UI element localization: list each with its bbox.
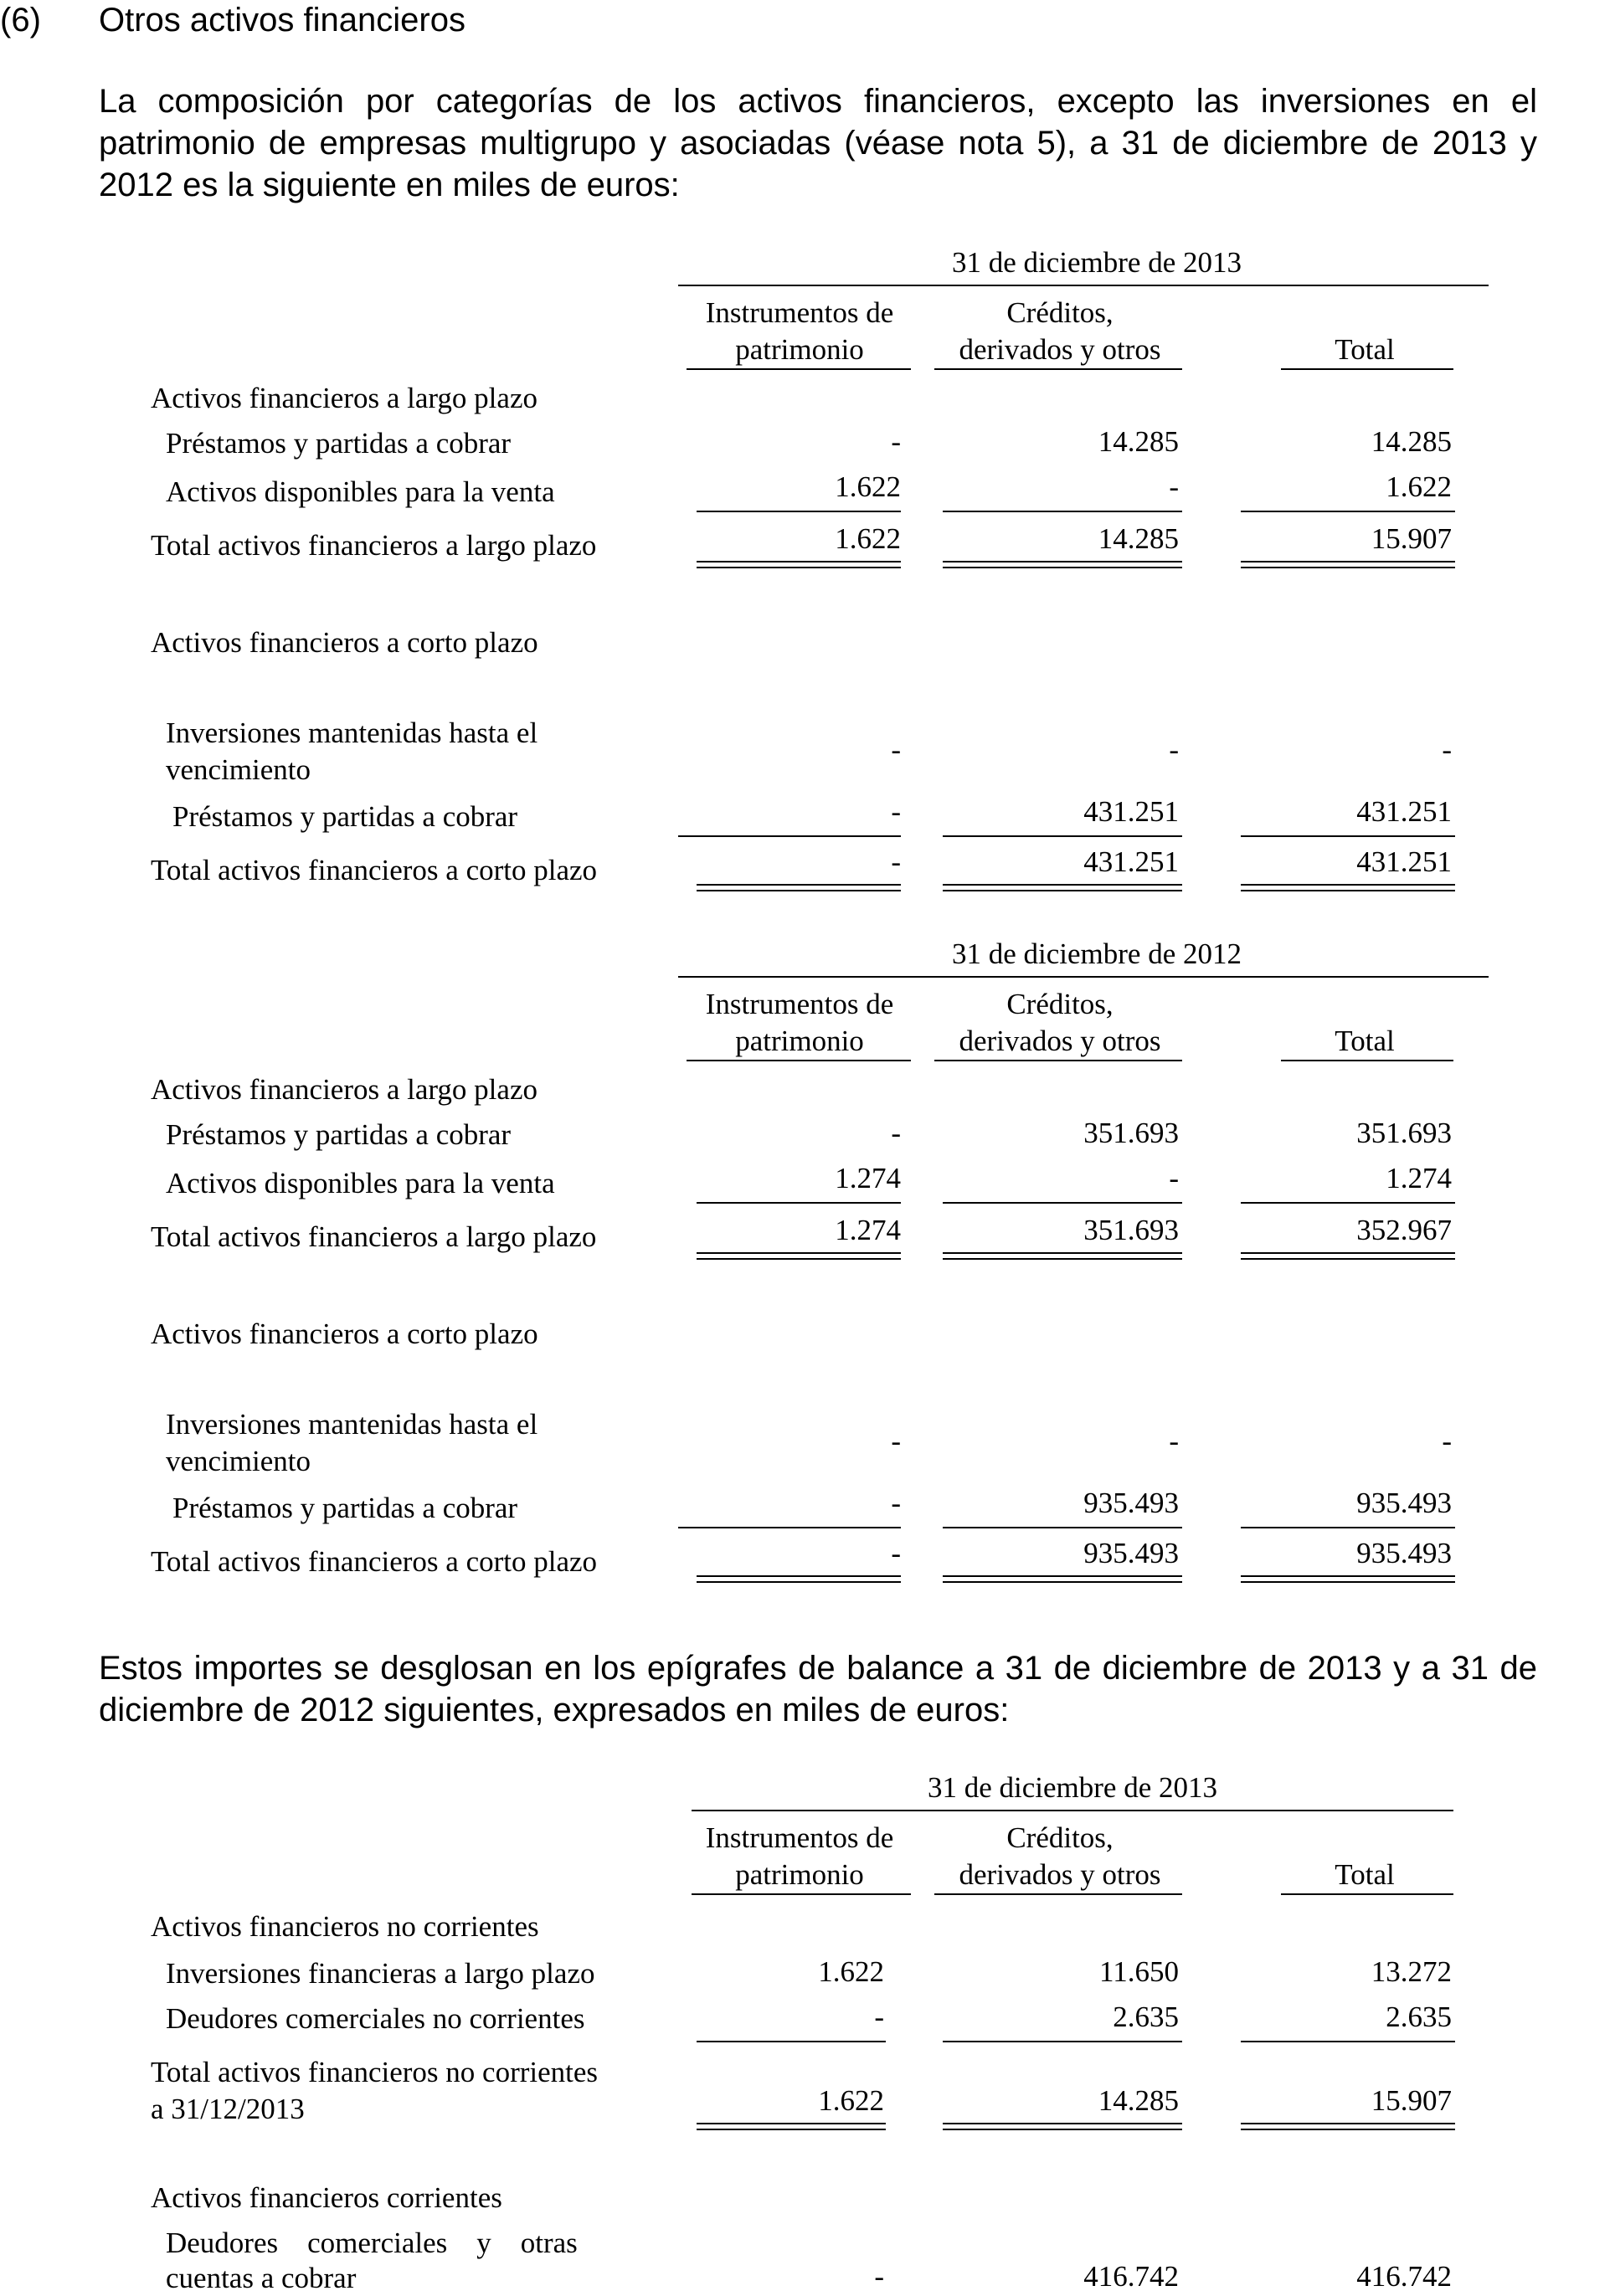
row-label-line2: cuentas a cobrar	[166, 2262, 357, 2294]
col1-header-line1: Instrumentos de	[705, 296, 894, 329]
row-label-line1: Deudores comerciales y otras	[166, 2227, 578, 2259]
col1-header-line2: patrimonio	[735, 333, 864, 366]
col1-header-rule	[687, 1060, 911, 1061]
col2-header-line2: derivados y otros	[959, 1025, 1161, 1057]
subtotal-rule	[1241, 1202, 1455, 1204]
total-double-rule	[697, 1575, 901, 1583]
table-2013-period: 31 de diciembre de 2013	[951, 246, 1242, 279]
total-c2: 14.285	[1098, 2084, 1179, 2117]
row-label-line2: vencimiento	[166, 753, 311, 786]
total-c2: 351.693	[1083, 1214, 1179, 1246]
row-c1: -	[891, 795, 901, 828]
total-double-rule	[1241, 1575, 1455, 1583]
second-paragraph	[99, 1647, 1537, 1731]
row-label: Préstamos y partidas a cobrar	[166, 427, 512, 460]
row-c3: 2.635	[1386, 2001, 1452, 2033]
row-c2: 14.285	[1098, 425, 1179, 458]
section-label: Activos financieros a largo plazo	[151, 382, 537, 414]
total-label-line2: a 31/12/2013	[151, 2093, 305, 2125]
col2-header-rule	[934, 1060, 1182, 1061]
total-c3: 935.493	[1356, 1537, 1452, 1569]
row-label: Activos disponibles para la venta	[166, 1167, 555, 1199]
total-c3: 15.907	[1371, 522, 1452, 555]
total-double-rule	[1241, 561, 1455, 568]
row-label: Deudores comerciales no corrientes	[166, 2002, 585, 2035]
row-c2: -	[1169, 470, 1179, 503]
table-2012-col2-header	[934, 986, 1186, 1060]
total-c3: 15.907	[1371, 2084, 1452, 2117]
total-double-rule	[943, 1575, 1182, 1583]
table-balance-col1-header	[687, 1820, 913, 1893]
subtotal-rule	[1241, 2041, 1455, 2042]
section-title: Otros activos financieros	[99, 2, 465, 39]
row-c2: 2.635	[1113, 2001, 1179, 2033]
row-c2: -	[1169, 1425, 1179, 1457]
subtotal-rule	[943, 511, 1182, 512]
table-balance-period-rule	[692, 1810, 1453, 1811]
row-c3: 935.493	[1356, 1487, 1452, 1519]
row-c3: 416.742	[1356, 2260, 1452, 2293]
total-c1: 1.622	[818, 2084, 884, 2117]
row-c1: -	[874, 2260, 884, 2293]
row-c2: -	[1169, 1162, 1179, 1194]
row-c2: 351.693	[1083, 1117, 1179, 1149]
col3-header-rule	[1281, 1893, 1453, 1895]
table-balance-col3-header: Total	[1335, 1858, 1395, 1891]
col2-header-line1: Créditos,	[1006, 988, 1114, 1020]
row-c2: -	[1169, 733, 1179, 766]
total-c1: 1.622	[835, 522, 901, 555]
total-c2: 431.251	[1083, 845, 1179, 878]
total-double-rule	[943, 2123, 1182, 2130]
row-c3: 13.272	[1371, 1955, 1452, 1988]
subtotal-rule	[943, 835, 1182, 837]
col2-header-line1: Créditos,	[1006, 296, 1114, 329]
total-double-rule	[943, 1252, 1182, 1260]
table-2012-col1-header	[687, 986, 913, 1060]
row-c3: 1.622	[1386, 470, 1452, 503]
row-c2: 431.251	[1083, 795, 1179, 828]
col2-header-line2: derivados y otros	[959, 1858, 1161, 1891]
total-c3: 352.967	[1356, 1214, 1452, 1246]
total-c3: 431.251	[1356, 845, 1452, 878]
intro-paragraph-text: La composición por categorías de los activos financieros, excepto las inversiones en el patrimonio de empresas multigrupo y asociadas (véase nota 5), a 31 de diciembre de 2013 y 2012 es la siguiente en miles de euros:	[99, 83, 1537, 203]
col2-header-rule	[934, 368, 1182, 370]
col1-header-line2: patrimonio	[735, 1858, 864, 1891]
total-label: Total activos financieros a largo plazo	[151, 529, 597, 562]
col1-header-rule	[692, 1893, 911, 1895]
row-c1: -	[874, 2001, 884, 2033]
row-label: Activos disponibles para la venta	[166, 475, 555, 508]
row-c2: 416.742	[1083, 2260, 1179, 2293]
row-c1: -	[891, 1425, 901, 1457]
section-label: Activos financieros a corto plazo	[151, 626, 538, 659]
total-double-rule	[1241, 2123, 1455, 2130]
total-double-rule	[697, 1252, 901, 1260]
total-label-line1: Total activos financieros no corrientes	[151, 2056, 599, 2088]
col1-header-line1: Instrumentos de	[705, 1821, 894, 1854]
row-c3: 351.693	[1356, 1117, 1452, 1149]
total-double-rule	[697, 561, 901, 568]
row-c1: 1.622	[835, 470, 901, 503]
row-c3: 14.285	[1371, 425, 1452, 458]
subtotal-rule	[1241, 835, 1455, 837]
intro-paragraph	[99, 80, 1537, 206]
total-double-rule	[697, 884, 901, 891]
row-c1: 1.274	[835, 1162, 901, 1194]
row-label-line1: Inversiones mantenidas hasta el	[166, 717, 538, 749]
subtotal-rule	[697, 1202, 901, 1204]
subtotal-rule	[943, 2041, 1182, 2042]
subtotal-rule	[678, 835, 901, 837]
table-2012-period: 31 de diciembre de 2012	[951, 937, 1242, 970]
total-double-rule	[697, 2123, 886, 2130]
subtotal-rule	[678, 1527, 901, 1528]
subtotal-rule	[943, 1527, 1182, 1528]
row-label: Préstamos y partidas a cobrar	[172, 1492, 518, 1524]
table-2013-col1-header	[687, 295, 913, 368]
subtotal-rule	[1241, 511, 1455, 512]
col1-header-rule	[687, 368, 911, 370]
section-label: Activos financieros corrientes	[151, 2181, 502, 2214]
subtotal-rule	[1241, 1527, 1455, 1528]
total-label: Total activos financieros a largo plazo	[151, 1220, 597, 1253]
section-label: Activos financieros a largo plazo	[151, 1073, 537, 1106]
row-label: Préstamos y partidas a cobrar	[172, 800, 518, 833]
total-c2: 935.493	[1083, 1537, 1179, 1569]
row-c1: -	[891, 1117, 901, 1149]
table-balance-col2-header	[934, 1820, 1186, 1893]
table-2012-col3-header: Total	[1335, 1025, 1395, 1057]
row-label-line2: vencimiento	[166, 1445, 311, 1477]
row-c1: 1.622	[818, 1955, 884, 1988]
table-2013-col2-header	[934, 295, 1186, 368]
row-label-line1: Inversiones mantenidas hasta el	[166, 1408, 538, 1441]
second-paragraph-text: Estos importes se desglosan en los epígrafes de balance a 31 de diciembre de 2013 y a 31 de diciembre de 2012 siguientes, expresados en miles de euros:	[99, 1650, 1537, 1728]
row-c2: 11.650	[1099, 1955, 1179, 1988]
total-double-rule	[943, 561, 1182, 568]
col2-header-line2: derivados y otros	[959, 333, 1161, 366]
row-c3: -	[1442, 733, 1452, 766]
row-c1: -	[891, 1487, 901, 1519]
total-double-rule	[1241, 1252, 1455, 1260]
total-double-rule	[943, 884, 1182, 891]
total-double-rule	[1241, 884, 1455, 891]
col2-header-line1: Créditos,	[1006, 1821, 1114, 1854]
section-heading	[0, 2, 586, 44]
table-2012-period-rule	[678, 976, 1489, 978]
col3-header-rule	[1281, 1060, 1453, 1061]
total-c2: 14.285	[1098, 522, 1179, 555]
total-c1: -	[891, 845, 901, 878]
row-label: Préstamos y partidas a cobrar	[166, 1118, 512, 1151]
row-c3: 1.274	[1386, 1162, 1452, 1194]
col1-header-line1: Instrumentos de	[705, 988, 894, 1020]
total-label: Total activos financieros a corto plazo	[151, 1545, 598, 1578]
row-c3: -	[1442, 1425, 1452, 1457]
table-2013-period-rule	[678, 285, 1489, 286]
row-c1: -	[891, 733, 901, 766]
total-c1: -	[891, 1537, 901, 1569]
col2-header-rule	[934, 1893, 1182, 1895]
row-c3: 431.251	[1356, 795, 1452, 828]
subtotal-rule	[697, 2041, 886, 2042]
subtotal-rule	[697, 511, 901, 512]
row-c2: 935.493	[1083, 1487, 1179, 1519]
table-2013-col3-header: Total	[1335, 333, 1395, 366]
row-c1: -	[891, 425, 901, 458]
section-number: (6)	[0, 2, 41, 39]
row-label: Inversiones financieras a largo plazo	[166, 1957, 595, 1990]
col1-header-line2: patrimonio	[735, 1025, 864, 1057]
total-label: Total activos financieros a corto plazo	[151, 854, 598, 886]
col3-header-rule	[1281, 368, 1453, 370]
section-label: Activos financieros a corto plazo	[151, 1318, 538, 1350]
subtotal-rule	[943, 1202, 1182, 1204]
section-label: Activos financieros no corrientes	[151, 1910, 539, 1943]
table-balance-period: 31 de diciembre de 2013	[927, 1771, 1217, 1804]
total-c1: 1.274	[835, 1214, 901, 1246]
